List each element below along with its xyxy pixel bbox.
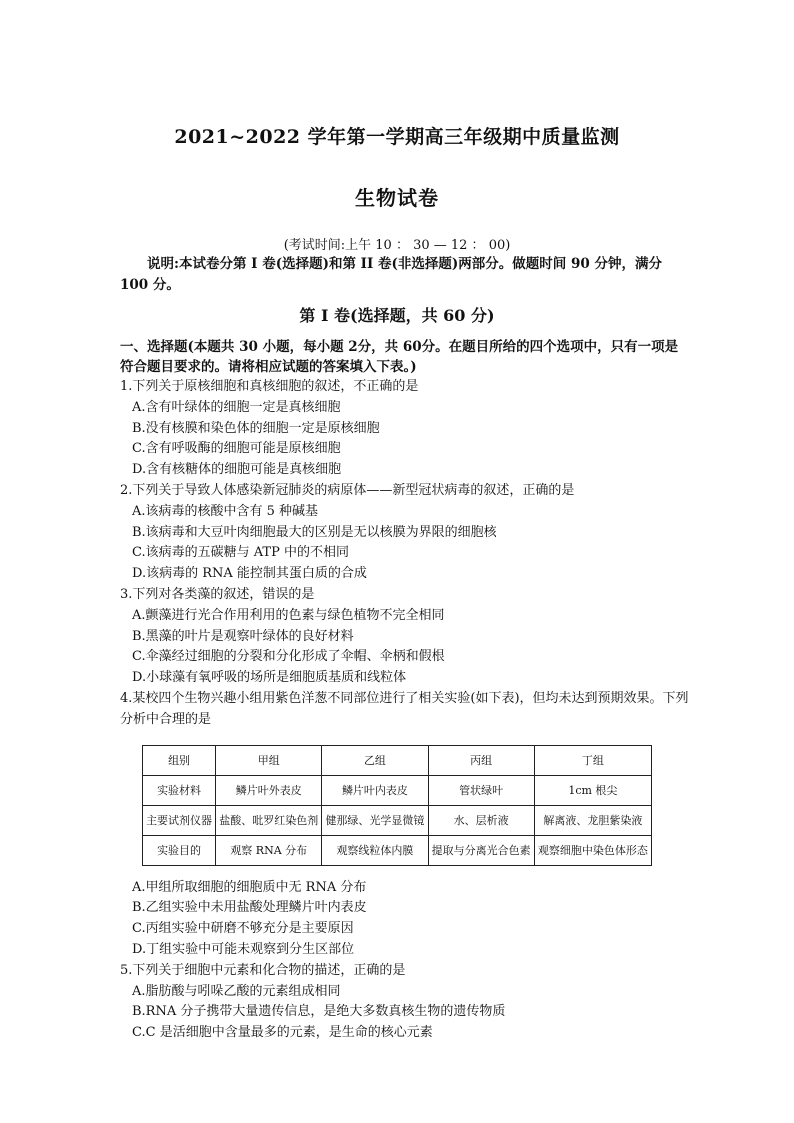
table-cell: 提取与分离光合色素 [428,835,534,865]
question-3-option-b: B.黑藻的叶片是观察叶绿体的良好材料 [132,628,354,644]
question-1-option-a: A.含有叶绿体的细胞一定是真核细胞 [132,399,341,415]
table-cell: 实验材料 [143,775,216,805]
question-5-option-b: B.RNA 分子携带大量遗传信息，是绝大多数真核生物的遗传物质 [132,1004,506,1020]
table-cell: 健那绿、光学显微镜 [322,805,428,835]
table-cell: 丁组 [534,745,651,775]
question-4-stem: 4.某校四个生物兴趣小组用紫色洋葱不同部位进行了相关实验(如下表)，但均未达到预期效果。下列分析中合理的是 [120,690,689,727]
table-cell: 盐酸、吡罗红染色剂 [216,805,322,835]
question-1-option-d: D.含有核糖体的细胞可能是真核细胞 [132,462,342,478]
table-cell: 观察线粒体内膜 [322,835,428,865]
exam-subject: 生物试卷 [355,186,439,210]
questions-body [120,377,690,1044]
question-2-option-b: B.该病毒和大豆叶肉细胞最大的区别是无以核膜为界限的细胞核 [132,524,497,540]
table-cell: 主要试剂仪器 [143,805,216,835]
experiment-table [142,745,652,866]
question-3-option-c: C.伞藻经过细胞的分裂和分化形成了伞帽、伞柄和假根 [132,649,445,665]
question-2-option-d: D.该病毒的 RNA 能控制其蛋白质的合成 [132,566,367,582]
table-row [143,775,652,805]
table-cell: 1cm 根尖 [534,775,651,805]
table-cell: 水、层析液 [428,805,534,835]
question-1-option-c: C.含有呼吸酶的细胞可能是原核细胞 [132,441,341,457]
table-cell: 实验目的 [143,835,216,865]
table-cell: 观察 RNA 分布 [216,835,322,865]
question-1-option-b: B.没有核膜和染色体的细胞一定是原核细胞 [132,420,380,436]
table-cell: 鳞片叶外表皮 [216,775,322,805]
question-3-option-a: A.颤藻进行光合作用利用的色素与绿色植物不完全相同 [132,607,445,623]
table-cell: 鳞片叶内表皮 [322,775,428,805]
section-title: 第 I 卷(选择题，共 60 分) [299,306,495,325]
question-2-option-a: A.该病毒的核酸中含有 5 种碱基 [132,503,319,519]
question-3-option-d: D.小球藻有氧呼吸的场所是细胞质基质和线粒体 [132,670,407,686]
table-cell: 解离液、龙胆紫染液 [534,805,651,835]
exam-title: 2021~2022 学年第一学期高三年级期中质量监测 [174,126,620,148]
question-4-option-c: C.丙组实验中研磨不够充分是主要原因 [132,921,354,937]
table-row [143,745,652,775]
table-cell: 丙组 [428,745,534,775]
question-4-option-a: A.甲组所取细胞的细胞质中无 RNA 分布 [132,879,367,895]
table-cell: 观察细胞中染色体形态 [534,835,651,865]
section-description: 一、选择题(本题共 30 小题，每小题 2分，共 60分。在题目所给的四个选项中，只有一项是符合题目要求的。请将相应试题的答案填入下表。) [120,339,679,375]
question-1-stem: 1.下列关于原核细胞和真核细胞的叙述，不正确的是 [120,379,419,394]
question-5-option-c: C.C 是活细胞中含量最多的元素，是生命的核心元素 [132,1025,433,1041]
exam-note: 说明:本试卷分第 I 卷(选择题)和第 II 卷(非选择题)两部分。做题时间 90 分钟，满分 100 分。 [120,256,662,293]
question-5-option-a: A.脂肪酸与吲哚乙酸的元素组成相同 [132,983,341,999]
table-cell: 组别 [143,745,216,775]
question-3-stem: 3.下列对各类藻的叙述，错误的是 [120,586,315,602]
question-5-stem: 5.下列关于细胞中元素和化合物的描述，正确的是 [120,962,406,978]
table-cell: 乙组 [322,745,428,775]
question-4-option-b: B.乙组实验中未用盐酸处理鳞片叶内表皮 [132,900,367,916]
question-4-option-d: D.丁组实验中可能未观察到分生区部位 [132,941,355,957]
question-2-option-c: C.该病毒的五碳糖与 ATP 中的不相同 [132,545,349,561]
table-row [143,805,652,835]
table-cell: 管状绿叶 [428,775,534,805]
table-cell: 甲组 [216,745,322,775]
question-2-stem: 2.下列关于导致人体感染新冠肺炎的病原体——新型冠状病毒的叙述，正确的是 [120,482,575,498]
exam-time: (考试时间:上午 10 ： 30 — 12 ： 00) [283,238,511,253]
table-row [143,835,652,865]
